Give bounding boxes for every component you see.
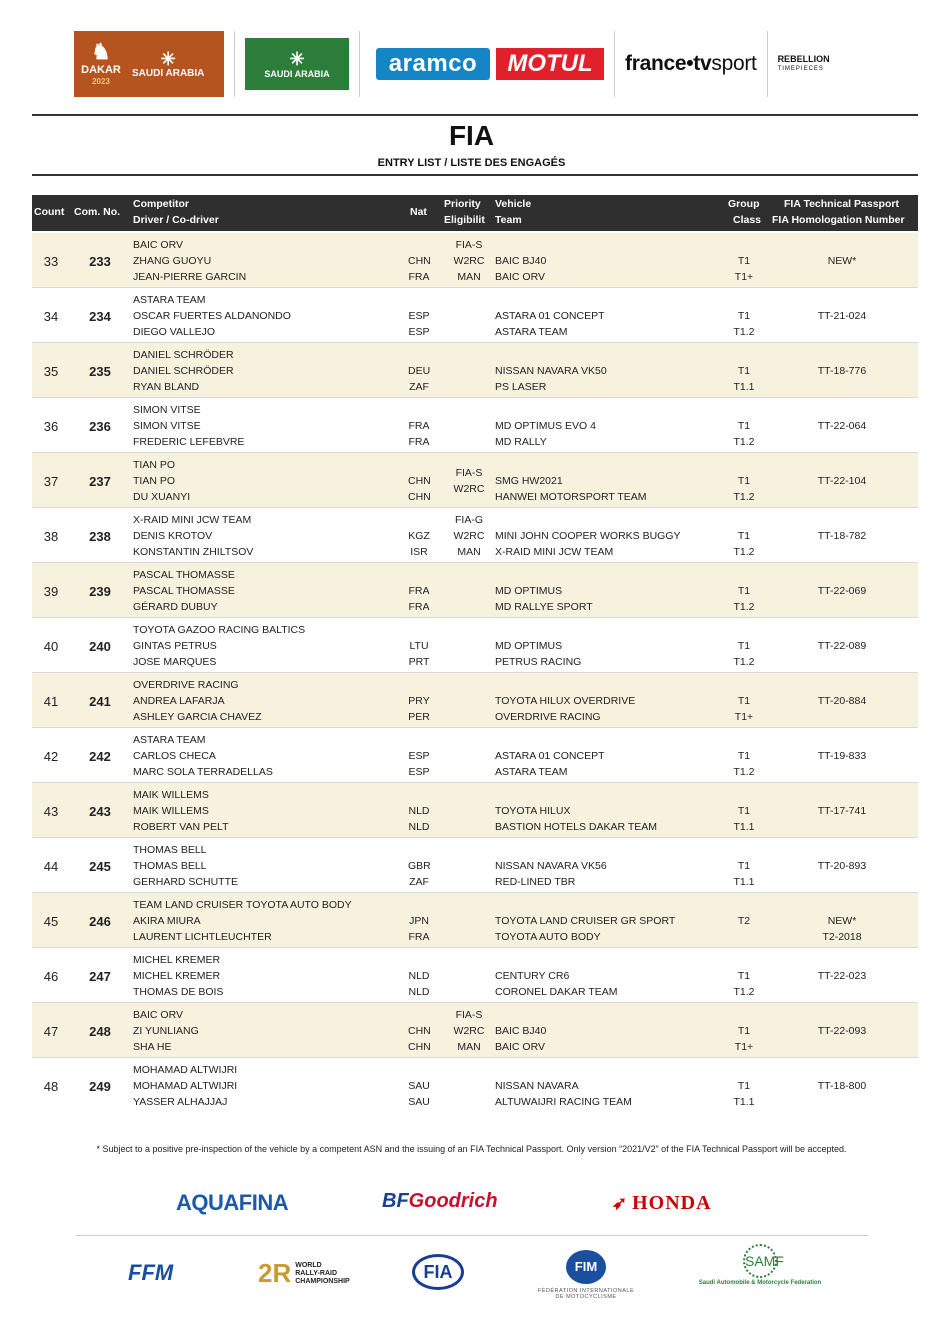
- driver-cell: DENIS KROTOV: [133, 530, 213, 542]
- driver-cell: ANDREA LAFARJA: [133, 695, 225, 707]
- header-passport: FIA Technical Passport: [784, 198, 899, 210]
- passport-cell: TT-19-833: [817, 750, 867, 762]
- header-vehicle: Vehicle: [495, 198, 532, 210]
- table-header: [32, 195, 918, 231]
- table-row: [32, 233, 918, 288]
- nat-codriver-cell: NLD: [408, 986, 430, 998]
- title-rule: [32, 174, 918, 176]
- vehicle-cell: NISSAN NAVARA VK56: [495, 860, 607, 872]
- honda-wing-icon: ➶: [612, 1193, 629, 1213]
- com-no-cell: 233: [89, 254, 111, 269]
- team-cell: RED-LINED TBR: [495, 876, 576, 888]
- nat-driver-cell: KGZ: [408, 530, 430, 542]
- header-priority: Priority: [444, 198, 481, 210]
- passport-cell: TT-20-884: [817, 695, 867, 707]
- count-cell: 41: [43, 694, 59, 709]
- table-row: [32, 673, 918, 728]
- count-cell: 46: [43, 969, 59, 984]
- nat-codriver-cell: ESP: [408, 766, 430, 778]
- nat-driver-cell: SAU: [408, 1080, 430, 1092]
- group-cell: T1: [737, 255, 751, 267]
- vehicle-cell: ASTARA 01 CONCEPT: [495, 750, 605, 762]
- com-no-cell: 235: [89, 364, 111, 379]
- competitor-cell: TIAN PO: [133, 459, 176, 471]
- team-cell: ALTUWAIJRI RACING TEAM: [495, 1096, 632, 1108]
- count-cell: 37: [43, 474, 59, 489]
- group-cell: T1: [737, 805, 751, 817]
- nat-driver-cell: GBR: [408, 860, 431, 872]
- codriver-cell: MARC SOLA TERRADELLAS: [133, 766, 273, 778]
- team-cell: ASTARA TEAM: [495, 766, 568, 778]
- nat-codriver-cell: ESP: [408, 326, 430, 338]
- nat-codriver-cell: ZAF: [409, 381, 429, 393]
- nat-driver-cell: DEU: [408, 365, 431, 377]
- passport-cell: NEW*: [827, 915, 857, 927]
- driver-cell: GINTAS PETRUS: [133, 640, 217, 652]
- group-cell: T1: [737, 310, 751, 322]
- vehicle-cell: MD OPTIMUS: [495, 585, 563, 597]
- team-cell: CORONEL DAKAR TEAM: [495, 986, 618, 998]
- table-row: [32, 838, 918, 893]
- nat-codriver-cell: FRA: [408, 931, 430, 943]
- header-eligibility: Eligibilit: [444, 214, 485, 226]
- codriver-cell: DIEGO VALLEJO: [133, 326, 216, 338]
- driver-cell: DANIEL SCHRÖDER: [133, 365, 234, 377]
- class-cell: T1.1: [733, 381, 755, 393]
- competitor-cell: MOHAMAD ALTWIJRI: [133, 1064, 238, 1076]
- palm-icon: ✳: [289, 49, 305, 69]
- dakar-logo: ♞ DAKAR 2023 ✳ SAUDI ARABIA: [74, 31, 224, 97]
- team-cell: MD RALLY: [495, 436, 547, 448]
- nat-codriver-cell: CHN: [408, 491, 431, 503]
- team-cell: BAIC ORV: [495, 1041, 545, 1053]
- vehicle-cell: BAIC BJ40: [495, 1025, 547, 1037]
- priority-cell: FIA-G: [455, 514, 483, 526]
- nat-driver-cell: CHN: [408, 475, 431, 487]
- class-cell: T1+: [734, 711, 754, 723]
- table-row: [32, 1003, 918, 1058]
- table-row: [32, 453, 918, 508]
- driver-cell: AKIRA MIURA: [133, 915, 201, 927]
- page-title: FIA: [448, 120, 495, 151]
- priority-cell: MAN: [457, 546, 481, 558]
- competitor-cell: ASTARA TEAM: [133, 294, 206, 306]
- header-rule: [32, 114, 918, 116]
- group-cell: T1: [737, 585, 751, 597]
- driver-cell: ZHANG GUOYU: [133, 255, 212, 267]
- priority-cell: FIA-S: [455, 239, 483, 251]
- w2rc-logo: 2R WORLD RALLY-RAID CHAMPIONSHIP: [258, 1258, 350, 1288]
- class-cell: T1.2: [733, 766, 755, 778]
- logo-divider: [359, 31, 360, 97]
- competitor-cell: DANIEL SCHRÖDER: [133, 349, 234, 361]
- team-cell: PETRUS RACING: [495, 656, 582, 668]
- group-cell: T1: [737, 860, 751, 872]
- count-cell: 42: [43, 749, 59, 764]
- codriver-cell: JOSE MARQUES: [133, 656, 217, 668]
- driver-cell: ZI YUNLIANG: [133, 1025, 199, 1037]
- dakar-touareg-icon: ♞: [91, 39, 111, 64]
- bfgoodrich-logo: BFGoodrich: [382, 1190, 498, 1212]
- priority-cell: W2RC: [453, 1025, 485, 1037]
- codriver-cell: ASHLEY GARCIA CHAVEZ: [133, 711, 262, 723]
- com-no-cell: 247: [89, 969, 111, 984]
- com-no-cell: 248: [89, 1024, 111, 1039]
- passport-cell: TT-22-089: [817, 640, 867, 652]
- competitor-cell: SIMON VITSE: [133, 404, 201, 416]
- header-homologation: FIA Homologation Number: [772, 214, 905, 226]
- driver-cell: THOMAS BELL: [133, 860, 207, 872]
- vehicle-cell: TOYOTA HILUX OVERDRIVE: [495, 695, 636, 707]
- count-cell: 43: [43, 804, 59, 819]
- passport-cell: NEW*: [827, 255, 857, 267]
- class-cell: T1.2: [733, 491, 755, 503]
- passport-cell: TT-22-069: [817, 585, 867, 597]
- com-no-cell: 239: [89, 584, 111, 599]
- nat-driver-cell: ESP: [408, 750, 430, 762]
- codriver-cell: JEAN-PIERRE GARCIN: [133, 271, 247, 283]
- vehicle-cell: NISSAN NAVARA VK50: [495, 365, 607, 377]
- team-cell: BAIC ORV: [495, 271, 545, 283]
- competitor-cell: TEAM LAND CRUISER TOYOTA AUTO BODY: [133, 899, 352, 911]
- class-cell: T1.2: [733, 326, 755, 338]
- entry-table: [32, 233, 918, 1113]
- footnote: * Subject to a positive pre-inspection of the vehicle by a competent ASN and the issuing of an FIA Technical Passport. Only version “2021/V2” of the FIA Technical Passport will be accepted.: [96, 1144, 847, 1154]
- codriver-cell: GÉRARD DUBUY: [133, 601, 218, 613]
- count-cell: 45: [43, 914, 59, 929]
- passport-cell: TT-21-024: [817, 310, 867, 322]
- header-group: Group: [728, 198, 760, 210]
- class-cell: T1.1: [733, 876, 755, 888]
- count-cell: 34: [43, 309, 59, 324]
- count-cell: 39: [43, 584, 59, 599]
- group-cell: T2: [737, 915, 751, 927]
- nat-codriver-cell: FRA: [408, 601, 430, 613]
- vehicle-cell: NISSAN NAVARA: [495, 1080, 579, 1092]
- com-no-cell: 240: [89, 639, 111, 654]
- table-row: [32, 343, 918, 398]
- driver-cell: MAIK WILLEMS: [133, 805, 209, 817]
- count-cell: 44: [43, 859, 59, 874]
- com-no-cell: 237: [89, 474, 111, 489]
- team-cell: PS LASER: [495, 381, 547, 393]
- nat-driver-cell: CHN: [408, 1025, 431, 1037]
- passport-cell: TT-20-893: [817, 860, 867, 872]
- passport-cell: TT-22-064: [817, 420, 867, 432]
- class-cell: T1.2: [733, 546, 755, 558]
- nat-codriver-cell: FRA: [408, 436, 430, 448]
- group-cell: T1: [737, 530, 751, 542]
- header-nat: Nat: [410, 206, 427, 218]
- passport-cell: TT-18-776: [817, 365, 867, 377]
- fia-logo: FIA: [412, 1254, 464, 1290]
- com-no-cell: 246: [89, 914, 111, 929]
- table-row: [32, 728, 918, 783]
- driver-cell: PASCAL THOMASSE: [133, 585, 235, 597]
- competitor-cell: TOYOTA GAZOO RACING BALTICS: [133, 624, 306, 636]
- nat-driver-cell: CHN: [408, 255, 431, 267]
- codriver-cell: KONSTANTIN ZHILTSOV: [133, 546, 254, 558]
- passport-cell: TT-18-800: [817, 1080, 867, 1092]
- vehicle-cell: TOYOTA HILUX: [495, 805, 571, 817]
- competitor-cell: OVERDRIVE RACING: [133, 679, 239, 691]
- competitor-cell: X-RAID MINI JCW TEAM: [133, 514, 252, 526]
- group-cell: T1: [737, 420, 751, 432]
- class-cell: T1.2: [733, 436, 755, 448]
- group-cell: T1: [737, 695, 751, 707]
- vehicle-cell: BAIC BJ40: [495, 255, 547, 267]
- codriver-cell: LAURENT LICHTLEUCHTER: [133, 931, 272, 943]
- header-com-no: Com. No.: [74, 206, 121, 218]
- competitor-cell: PASCAL THOMASSE: [133, 569, 235, 581]
- vehicle-cell: MINI JOHN COOPER WORKS BUGGY: [495, 530, 681, 542]
- count-cell: 48: [43, 1079, 59, 1094]
- samf-logo: SAMF Saudi Automobile & Motorcycle Federation: [698, 1244, 822, 1286]
- driver-cell: MOHAMAD ALTWIJRI: [133, 1080, 238, 1092]
- nat-codriver-cell: SAU: [408, 1096, 430, 1108]
- com-no-cell: 249: [89, 1079, 111, 1094]
- aramco-logo: aramco: [376, 48, 490, 80]
- vehicle-cell: SMG HW2021: [495, 475, 563, 487]
- nat-driver-cell: FRA: [408, 420, 430, 432]
- priority-cell: FIA-S: [455, 467, 483, 479]
- competitor-cell: BAIC ORV: [133, 1009, 183, 1021]
- driver-cell: SIMON VITSE: [133, 420, 201, 432]
- palm-icon: ✳: [160, 48, 176, 69]
- table-row: [32, 288, 918, 343]
- vehicle-cell: ASTARA 01 CONCEPT: [495, 310, 605, 322]
- codriver-cell: FREDERIC LEFEBVRE: [133, 436, 245, 448]
- competitor-cell: ASTARA TEAM: [133, 734, 206, 746]
- group-cell: T1: [737, 640, 751, 652]
- passport-cell: TT-22-093: [817, 1025, 867, 1037]
- priority-cell: W2RC: [453, 255, 485, 267]
- priority-cell: FIA-S: [455, 1009, 483, 1021]
- count-cell: 35: [43, 364, 59, 379]
- competitor-cell: BAIC ORV: [133, 239, 183, 251]
- nat-codriver-cell: PRT: [408, 656, 430, 668]
- com-no-cell: 236: [89, 419, 111, 434]
- competitor-cell: THOMAS BELL: [133, 844, 207, 856]
- count-cell: 47: [43, 1024, 59, 1039]
- group-cell: T1: [737, 475, 751, 487]
- passport-cell: TT-18-782: [817, 530, 867, 542]
- table-row: [32, 893, 918, 948]
- nat-codriver-cell: ISR: [410, 546, 428, 558]
- footer-rule: [76, 1235, 868, 1236]
- com-no-cell: 241: [89, 694, 111, 709]
- group-cell: T1: [737, 750, 751, 762]
- count-cell: 38: [43, 529, 59, 544]
- motul-logo: MOTUL: [496, 48, 604, 80]
- count-cell: 40: [43, 639, 59, 654]
- header-competitor: Competitor: [133, 198, 189, 210]
- nat-driver-cell: LTU: [409, 640, 429, 652]
- team-cell: BASTION HOTELS DAKAR TEAM: [495, 821, 658, 833]
- driver-cell: MICHEL KREMER: [133, 970, 221, 982]
- class-cell: T1+: [734, 271, 754, 283]
- class-cell: T1.2: [733, 656, 755, 668]
- homologation-cell: T2-2018: [822, 931, 862, 943]
- logo-divider: [234, 31, 235, 97]
- codriver-cell: GERHARD SCHUTTE: [133, 876, 239, 888]
- group-cell: T1: [737, 1080, 751, 1092]
- nat-codriver-cell: PER: [408, 711, 430, 723]
- nat-driver-cell: NLD: [408, 970, 430, 982]
- codriver-cell: YASSER ALHAJJAJ: [133, 1096, 228, 1108]
- table-row: [32, 618, 918, 673]
- vehicle-cell: CENTURY CR6: [495, 970, 570, 982]
- header-team: Team: [495, 214, 522, 226]
- aquafina-logo: AQUAFINA: [176, 1190, 289, 1215]
- class-cell: T1.1: [733, 821, 755, 833]
- table-row: [32, 1058, 918, 1113]
- driver-cell: TIAN PO: [133, 475, 176, 487]
- count-cell: 36: [43, 419, 59, 434]
- team-cell: TOYOTA AUTO BODY: [495, 931, 601, 943]
- com-no-cell: 242: [89, 749, 111, 764]
- competitor-cell: MAIK WILLEMS: [133, 789, 209, 801]
- nat-codriver-cell: NLD: [408, 821, 430, 833]
- codriver-cell: RYAN BLAND: [133, 381, 200, 393]
- team-cell: X-RAID MINI JCW TEAM: [495, 546, 614, 558]
- nat-driver-cell: ESP: [408, 310, 430, 322]
- table-row: [32, 508, 918, 563]
- vehicle-cell: TOYOTA LAND CRUISER GR SPORT: [495, 915, 676, 927]
- priority-cell: MAN: [457, 271, 481, 283]
- nat-driver-cell: PRY: [408, 695, 430, 707]
- team-cell: ASTARA TEAM: [495, 326, 568, 338]
- france-tv-sport-logo: france•tvsport: [625, 52, 757, 75]
- codriver-cell: THOMAS DE BOIS: [133, 986, 224, 998]
- class-cell: T1.2: [733, 986, 755, 998]
- nat-driver-cell: NLD: [408, 805, 430, 817]
- com-no-cell: 245: [89, 859, 111, 874]
- table-row: [32, 563, 918, 618]
- group-cell: T1: [737, 970, 751, 982]
- footer-sponsors-row1: [0, 1186, 943, 1222]
- team-cell: HANWEI MOTORSPORT TEAM: [495, 491, 647, 503]
- saudi-arabia-logo: ✳ SAUDI ARABIA: [245, 38, 349, 90]
- header-driver: Driver / Co-driver: [133, 214, 219, 226]
- com-no-cell: 238: [89, 529, 111, 544]
- codriver-cell: DU XUANYI: [133, 491, 191, 503]
- header-logos: [74, 30, 874, 98]
- page-subtitle: ENTRY LIST / LISTE DES ENGAGÉS: [377, 157, 566, 169]
- com-no-cell: 234: [89, 309, 111, 324]
- vehicle-cell: MD OPTIMUS: [495, 640, 563, 652]
- header-class: Class: [733, 214, 762, 226]
- nat-driver-cell: JPN: [409, 915, 429, 927]
- priority-cell: W2RC: [453, 530, 485, 542]
- priority-cell: W2RC: [453, 483, 485, 495]
- class-cell: T1+: [734, 1041, 754, 1053]
- team-cell: MD RALLYE SPORT: [495, 601, 593, 613]
- priority-cell: MAN: [457, 1041, 481, 1053]
- fim-logo: FIM FÉDÉRATION INTERNATIONALE DE MOTOCYCLISME: [534, 1250, 638, 1300]
- count-cell: 33: [43, 254, 59, 269]
- honda-logo: ➶ HONDA: [612, 1192, 712, 1214]
- competitor-cell: MICHEL KREMER: [133, 954, 221, 966]
- team-cell: OVERDRIVE RACING: [495, 711, 601, 723]
- passport-cell: TT-22-023: [817, 970, 867, 982]
- table-row: [32, 398, 918, 453]
- logo-divider: [767, 31, 768, 97]
- footer-sponsors-row2: [0, 1244, 943, 1310]
- rebellion-logo: REBELLION TIMEPIECES: [777, 54, 830, 72]
- table-row: [32, 783, 918, 838]
- com-no-cell: 243: [89, 804, 111, 819]
- header-count: Count: [34, 206, 65, 218]
- class-cell: T1.1: [733, 1096, 755, 1108]
- codriver-cell: SHA HE: [133, 1041, 172, 1053]
- passport-cell: TT-17-741: [817, 805, 867, 817]
- class-cell: T1.2: [733, 601, 755, 613]
- ffm-logo: FFM: [128, 1260, 174, 1285]
- nat-codriver-cell: CHN: [408, 1041, 431, 1053]
- table-row: [32, 948, 918, 1003]
- group-cell: T1: [737, 1025, 751, 1037]
- logo-divider: [614, 31, 615, 97]
- codriver-cell: ROBERT VAN PELT: [133, 821, 229, 833]
- nat-codriver-cell: ZAF: [409, 876, 429, 888]
- nat-codriver-cell: FRA: [408, 271, 430, 283]
- nat-driver-cell: FRA: [408, 585, 430, 597]
- driver-cell: CARLOS CHECA: [133, 750, 216, 762]
- group-cell: T1: [737, 365, 751, 377]
- passport-cell: TT-22-104: [817, 475, 867, 487]
- driver-cell: OSCAR FUERTES ALDANONDO: [133, 310, 291, 322]
- vehicle-cell: MD OPTIMUS EVO 4: [495, 420, 596, 432]
